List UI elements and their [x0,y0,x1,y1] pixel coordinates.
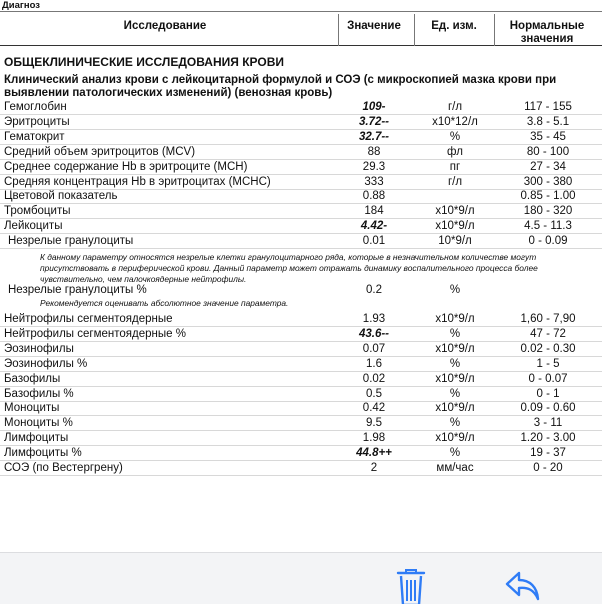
row-unit: 10*9/л [438,235,472,248]
section-title: ОБЩЕКЛИНИЧЕСКИЕ ИССЛЕДОВАНИЯ КРОВИ [4,55,284,69]
row-name: Эритроциты [4,115,70,128]
bottom-toolbar [0,552,602,604]
row-divider [0,248,602,249]
row-name: Нейтрофилы сегментоядерные % [4,327,186,340]
row-value: 43.6-- [358,327,390,340]
row-unit: х10*9/л [435,432,475,445]
table-row [0,160,602,175]
table-row [0,115,602,130]
table-row [0,461,602,476]
analysis-subtitle [4,74,596,100]
row-norm: 4.5 - 11.3 [524,220,572,233]
row-norm: 0.02 - 0.30 [520,342,576,355]
row-name: Средний объем эритроцитов (MCV) [4,145,196,158]
row-value: 1.93 [362,313,386,325]
row-norm: 0 - 20 [533,462,563,474]
column-header-unit: Ед. изм. [431,20,477,32]
row-value: 0.2 [366,284,382,296]
row-name: Гематокрит [4,130,65,143]
row-unit: х10*9/л [435,342,475,355]
row-name: СОЭ (по Вестергрену) [4,462,123,474]
row-value: 0.02 [362,372,386,385]
row-value: 0.42 [362,402,386,415]
row-name: Эозинофилы % [4,357,88,370]
row-name: Моноциты [4,402,60,415]
row-norm: 27 - 34 [530,160,566,173]
table-row [0,416,602,431]
table-row [0,342,602,357]
row-norm: 0 - 0.09 [528,235,568,248]
table-header [0,14,602,46]
column-header-norm-line2: значения [520,33,574,45]
note-immature-line2: присутствовать в периферической крови. Данный параметр может отражать динамику воспалительного процесса более [40,263,538,273]
row-unit: % [449,130,461,143]
table-row [0,372,602,387]
table-row [0,446,602,461]
row-divider [0,475,602,476]
row-norm: 19 - 37 [530,447,566,460]
row-value: 4.42- [360,220,388,233]
delete-button[interactable] [391,567,431,604]
row-norm: 1,60 - 7,90 [520,313,576,325]
column-divider [338,14,339,46]
row-norm: 3.8 - 5.1 [526,115,570,128]
row-unit: фл [447,145,463,158]
row-value: 3.72-- [358,115,390,128]
reply-button[interactable] [502,567,542,604]
row-name: Лимфоциты [4,432,69,445]
row-name: Цветовой показатель [4,190,118,203]
column-header-test: Исследование [123,20,207,32]
table-row [0,175,602,190]
row-name: Незрелые гранулоциты % [8,284,147,296]
row-unit: пг [449,160,461,173]
row-value: 44.8++ [356,447,392,460]
row-name: Базофилы % [4,387,74,400]
row-value: 184 [364,205,384,218]
row-name: Моноциты % [4,417,73,430]
row-value: 1.6 [366,357,382,370]
row-unit: х10*9/л [435,205,475,218]
table-row [0,312,602,327]
column-divider [414,14,415,46]
reply-arrow-icon [502,567,542,604]
row-value: 9.5 [366,417,382,430]
row-name: Лейкоциты [4,220,63,233]
table-row [0,130,602,145]
row-value: 0.5 [366,387,382,400]
row-value: 333 [364,175,384,188]
table-row [0,234,602,249]
row-unit: % [449,327,461,340]
row-norm: 0 - 0.07 [528,372,568,385]
row-name: Средняя концентрация Hb в эритроцитах (MCHC) [4,175,271,188]
diagnosis-label: Диагноз [2,0,40,11]
row-unit: % [449,387,461,400]
table-row [0,401,602,416]
note-immature-line1: К данному параметру относятся незрелые клетки гранулоцитарного ряда, которые в незначительном количестве могут [40,252,537,262]
row-value: 1.98 [362,432,386,445]
trash-icon [391,567,431,604]
table-row [0,189,602,204]
row-name: Эозинофилы [4,342,74,355]
row-value: 2 [370,462,378,474]
table-row [0,357,602,372]
diagnosis-bar [0,0,602,12]
note-immature-line3: чувствительно, чем палочкоядерные нейтрофилы. [40,274,247,284]
row-norm: 80 - 100 [526,145,570,158]
table-row [0,283,602,298]
row-norm: 0.09 - 0.60 [520,402,576,415]
row-name: Незрелые гранулоциты [8,235,134,248]
row-value: 0.07 [362,342,386,355]
row-value: 109- [362,101,386,113]
row-unit: % [449,447,461,460]
row-unit: % [449,284,461,296]
row-value: 88 [367,145,381,158]
column-header-norm-line1: Нормальные [509,20,585,32]
row-unit: х10*9/л [435,402,475,415]
row-unit: г/л [447,101,463,113]
row-norm: 117 - 155 [524,101,572,113]
column-header-value: Значение [347,20,401,32]
row-name: Тромбоциты [4,205,71,218]
row-unit: х10*12/л [432,115,478,128]
row-value: 32.7-- [358,130,390,143]
analysis-subtitle-line1: Клинический анализ крови с лейкоцитарной формулой и СОЭ (с микроскопией мазка крови при [4,74,557,86]
table-row [0,100,602,115]
row-norm: 0.85 - 1.00 [520,190,576,203]
table-row [0,145,602,160]
row-unit: х10*9/л [435,313,475,325]
row-unit: % [449,357,461,370]
row-value: 0.88 [362,190,386,203]
row-name: Базофилы [4,372,61,385]
table-row [0,327,602,342]
row-value: 0.01 [362,235,386,248]
table-row [0,219,602,234]
row-unit: х10*9/л [435,372,475,385]
row-norm: 35 - 45 [530,130,566,143]
table-row [0,431,602,446]
column-divider [494,14,495,46]
analysis-subtitle-line2: выявлении патологических изменений) (венозная кровь) [4,87,333,99]
row-norm: 47 - 72 [530,327,566,340]
row-name: Нейтрофилы сегментоядерные [4,313,173,325]
note-percent: Рекомендуется оценивать абсолютное значение параметра. [40,298,289,308]
row-name: Лимфоциты % [4,447,82,460]
column-header-norm [496,20,598,46]
row-norm: 1 - 5 [536,357,560,370]
row-name: Гемоглобин [4,101,67,113]
row-value: 29.3 [362,160,386,173]
row-unit: х10*9/л [435,220,475,233]
row-norm: 180 - 320 [523,205,573,218]
row-unit: мм/час [436,462,474,474]
row-norm: 1.20 - 3.00 [520,432,576,445]
row-norm: 3 - 11 [533,417,563,430]
row-name: Среднее содержание Hb в эритроците (MCH) [4,160,248,173]
table-row [0,387,602,402]
row-norm: 0 - 1 [536,387,560,400]
row-norm: 300 - 380 [523,175,573,188]
row-unit: г/л [447,175,463,188]
row-unit: % [449,417,461,430]
table-row [0,204,602,219]
